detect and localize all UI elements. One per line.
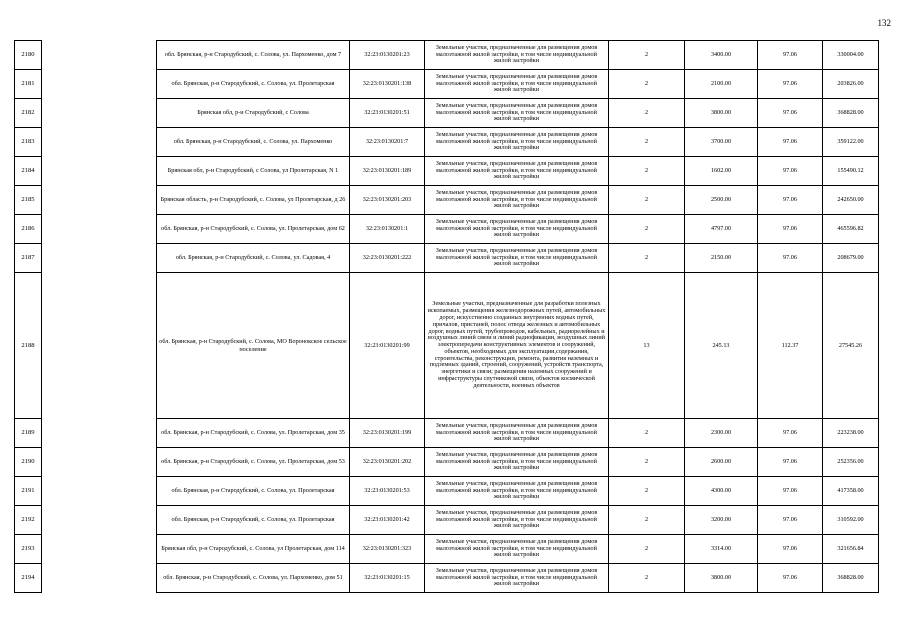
- cell-address: обл. Брянская, р-н Стародубский, с. Солова, ул. Пролетарская: [157, 70, 350, 99]
- cell-spacer: [42, 41, 157, 70]
- cell-rate: 97.06: [758, 157, 823, 186]
- cell-cadastral-value: 203826.00: [823, 70, 879, 99]
- cell-cadastral-value: 330004.00: [823, 41, 879, 70]
- cell-cadastral-number: 32:23:0130201:99: [350, 273, 425, 419]
- cell-row-number: 2186: [15, 215, 42, 244]
- cell-address: обл. Брянская, р-н Стародубский, с. Солова, ул. Пархоменко, дом 51: [157, 564, 350, 593]
- cell-row-number: 2180: [15, 41, 42, 70]
- cell-group: 2: [609, 506, 685, 535]
- cell-land-use: Земельные участки, предназначенные для размещения домов малоэтажной жилой застройки, в том числе индивидуальной жилой застройки: [425, 128, 609, 157]
- cell-row-number: 2185: [15, 186, 42, 215]
- cell-cadastral-number: 32:23:0130201:202: [350, 448, 425, 477]
- cell-area: 2500.00: [685, 186, 758, 215]
- cell-cadastral-value: 310592.00: [823, 506, 879, 535]
- cell-cadastral-value: 27545.26: [823, 273, 879, 419]
- cell-area: 3800.00: [685, 99, 758, 128]
- cell-cadastral-value: 321656.84: [823, 535, 879, 564]
- cell-group: 2: [609, 215, 685, 244]
- cell-spacer: [42, 448, 157, 477]
- cell-land-use: Земельные участки, предназначенные для размещения домов малоэтажной жилой застройки, в том числе индивидуальной жилой застройки: [425, 41, 609, 70]
- cell-group: 2: [609, 128, 685, 157]
- table-row: [15, 128, 879, 157]
- cell-address: обл. Брянская, р-н Стародубский, с. Солова, ул. Пролетарская, дом 35: [157, 419, 350, 448]
- cell-spacer: [42, 244, 157, 273]
- cell-cadastral-value: 417358.00: [823, 477, 879, 506]
- cell-address: обл. Брянская, р-н Стародубский, с. Солова, ул. Пролетарская: [157, 477, 350, 506]
- cell-group: 2: [609, 157, 685, 186]
- cell-cadastral-number: 32:23:0130201:203: [350, 186, 425, 215]
- cell-spacer: [42, 128, 157, 157]
- cell-cadastral-value: 368828.00: [823, 99, 879, 128]
- cell-area: 3700.00: [685, 128, 758, 157]
- cell-group: 2: [609, 41, 685, 70]
- cell-row-number: 2191: [15, 477, 42, 506]
- cell-spacer: [42, 564, 157, 593]
- cell-cadastral-number: 32:23:0130201:7: [350, 128, 425, 157]
- cell-land-use: Земельные участки, предназначенные для размещения домов малоэтажной жилой застройки, в том числе индивидуальной жилой застройки: [425, 448, 609, 477]
- cell-rate: 97.06: [758, 99, 823, 128]
- table-row: [15, 70, 879, 99]
- cell-rate: 97.06: [758, 70, 823, 99]
- cell-land-use: Земельные участки, предназначенные для размещения домов малоэтажной жилой застройки, в том числе индивидуальной жилой застройки: [425, 157, 609, 186]
- cell-cadastral-number: 32:23:0130201:138: [350, 70, 425, 99]
- cell-cadastral-number: 32:23:0130201:53: [350, 477, 425, 506]
- cell-area: 1602.00: [685, 157, 758, 186]
- cell-group: 2: [609, 477, 685, 506]
- cell-group: 2: [609, 419, 685, 448]
- cell-area: 4797.00: [685, 215, 758, 244]
- cell-cadastral-value: 359122.00: [823, 128, 879, 157]
- cell-address: обл. Брянская, р-н Стародубский, с. Солова, МО Воронокское сельское поселение: [157, 273, 350, 419]
- cell-spacer: [42, 273, 157, 419]
- cell-land-use: Земельные участки, предназначенные для размещения домов малоэтажной жилой застройки, в том числе индивидуальной жилой застройки: [425, 535, 609, 564]
- table-row: [15, 419, 879, 448]
- cell-cadastral-value: 208679.00: [823, 244, 879, 273]
- table-row: [15, 564, 879, 593]
- cell-row-number: 2182: [15, 99, 42, 128]
- cell-cadastral-number: 32:23:0130201:323: [350, 535, 425, 564]
- cell-rate: 97.06: [758, 215, 823, 244]
- cell-cadastral-number: 32:23:0130201:51: [350, 99, 425, 128]
- cell-row-number: 2190: [15, 448, 42, 477]
- cell-area: 2600.00: [685, 448, 758, 477]
- cell-row-number: 2184: [15, 157, 42, 186]
- cell-rate: 97.06: [758, 477, 823, 506]
- cell-rate: 97.06: [758, 564, 823, 593]
- cell-group: 2: [609, 448, 685, 477]
- table-row: [15, 506, 879, 535]
- table-row: [15, 99, 879, 128]
- cell-address: Брянская обл, р-н Стародубский, с Солова, ул Пролетарская, N 1: [157, 157, 350, 186]
- cell-cadastral-value: 368828.00: [823, 564, 879, 593]
- cell-cadastral-number: 32:23:0130201:199: [350, 419, 425, 448]
- cell-spacer: [42, 215, 157, 244]
- cell-cadastral-number: 32:23:0130201:222: [350, 244, 425, 273]
- cell-address: обл. Брянская, р-н Стародубский, с. Солова, ул. Пролетарская, дом 53: [157, 448, 350, 477]
- table-row: [15, 535, 879, 564]
- cell-spacer: [42, 506, 157, 535]
- cell-area: 3314.00: [685, 535, 758, 564]
- cell-cadastral-value: 465596.82: [823, 215, 879, 244]
- cell-rate: 97.06: [758, 419, 823, 448]
- cell-land-use: Земельные участки, предназначенные для размещения домов малоэтажной жилой застройки, в том числе индивидуальной жилой застройки: [425, 186, 609, 215]
- cell-spacer: [42, 419, 157, 448]
- cell-address: Брянская обл, р-н Стародубский, с. Солова, ул Пролетарская, дом 114: [157, 535, 350, 564]
- cell-row-number: 2187: [15, 244, 42, 273]
- cell-area: 4300.00: [685, 477, 758, 506]
- table-row: [15, 157, 879, 186]
- table-row: [15, 273, 879, 419]
- cell-rate: 97.06: [758, 41, 823, 70]
- cell-area: 2150.00: [685, 244, 758, 273]
- cell-land-use: Земельные участки, предназначенные для размещения домов малоэтажной жилой застройки, в том числе индивидуальной жилой застройки: [425, 99, 609, 128]
- cell-land-use: Земельные участки, предназначенные для размещения домов малоэтажной жилой застройки, в том числе индивидуальной жилой застройки: [425, 244, 609, 273]
- cell-row-number: 2192: [15, 506, 42, 535]
- cell-cadastral-number: 32:23:0130201:42: [350, 506, 425, 535]
- cell-spacer: [42, 477, 157, 506]
- cell-group: 2: [609, 244, 685, 273]
- cell-address: Брянская обл, р-н Стародубский, с Солова: [157, 99, 350, 128]
- cell-rate: 97.06: [758, 535, 823, 564]
- cell-address: обл. Брянская, р-н Стародубский, с. Солова, ул. Пролетарская, дом 62: [157, 215, 350, 244]
- cell-row-number: 2181: [15, 70, 42, 99]
- cell-cadastral-number: 32:23:0130201:189: [350, 157, 425, 186]
- cell-rate: 97.06: [758, 244, 823, 273]
- cell-cadastral-number: 32:23:0130201:23: [350, 41, 425, 70]
- cell-group: 2: [609, 535, 685, 564]
- cell-spacer: [42, 70, 157, 99]
- cell-address: обл. Брянская, р-н Стародубский, с. Солова, ул. Пархоменко, дом 7: [157, 41, 350, 70]
- cell-address: обл. Брянская, р-н Стародубский, с. Солова, ул. Пархоменко: [157, 128, 350, 157]
- cell-row-number: 2189: [15, 419, 42, 448]
- cell-row-number: 2194: [15, 564, 42, 593]
- table-row: [15, 186, 879, 215]
- cell-group: 2: [609, 186, 685, 215]
- cell-address: обл. Брянская, р-н Стародубский, с. Солова, ул. Пролетарская: [157, 506, 350, 535]
- cell-row-number: 2188: [15, 273, 42, 419]
- cell-row-number: 2183: [15, 128, 42, 157]
- cell-group: 2: [609, 564, 685, 593]
- cell-land-use: Земельные участки, предназначенные для размещения домов малоэтажной жилой застройки, в том числе индивидуальной жилой застройки: [425, 70, 609, 99]
- cell-land-use: Земельные участки, предназначенные для размещения домов малоэтажной жилой застройки, в том числе индивидуальной жилой застройки: [425, 506, 609, 535]
- cell-spacer: [42, 99, 157, 128]
- cell-rate: 97.06: [758, 506, 823, 535]
- cell-land-use: Земельные участки, предназначенные для разработки полезных ископаемых, размещения железнодорожных путей, автомобильных дорог, искусственно созданных внутренних водных путей, причалов, пристаней, полос отвода железных и автомобильных дорог, водных путей, трубопроводов, кабельных, радиорелейных и воздушных линий связи и линий радиофикации, воздушных линий электропередачи конструктивных элементов и сооружений, объектов, необходимых для эксплуатации,содержания, строительства, реконструкции, ремонта, развития наземных и подземных зданий, строений, сооружений, устройств транспорта, энергетики и связи; размещения наземных сооружений и инфраструктуры спутниковой связи, объектов космической деятельности, военных объектов: [425, 273, 609, 419]
- cell-cadastral-value: 242650.00: [823, 186, 879, 215]
- table-row: [15, 215, 879, 244]
- cell-cadastral-number: 32:23:0130201:15: [350, 564, 425, 593]
- cell-area: 3800.00: [685, 564, 758, 593]
- cell-area: 3400.00: [685, 41, 758, 70]
- cell-cadastral-value: 252356.00: [823, 448, 879, 477]
- cell-rate: 112.37: [758, 273, 823, 419]
- cell-cadastral-value: 223238.00: [823, 419, 879, 448]
- table-row: [15, 244, 879, 273]
- cell-area: 245.13: [685, 273, 758, 419]
- cell-area: 2300.00: [685, 419, 758, 448]
- cell-group: 2: [609, 70, 685, 99]
- cell-area: 2100.00: [685, 70, 758, 99]
- cell-row-number: 2193: [15, 535, 42, 564]
- page-number: 132: [877, 18, 891, 28]
- cadastral-value-table: [14, 40, 879, 593]
- cell-spacer: [42, 186, 157, 215]
- cell-address: обл. Брянская, р-н Стародубский, с. Солова, ул. Садовая, 4: [157, 244, 350, 273]
- cell-land-use: Земельные участки, предназначенные для размещения домов малоэтажной жилой застройки, в том числе индивидуальной жилой застройки: [425, 419, 609, 448]
- cell-land-use: Земельные участки, предназначенные для размещения домов малоэтажной жилой застройки, в том числе индивидуальной жилой застройки: [425, 477, 609, 506]
- cell-land-use: Земельные участки, предназначенные для размещения домов малоэтажной жилой застройки, в том числе индивидуальной жилой застройки: [425, 215, 609, 244]
- cell-rate: 97.06: [758, 186, 823, 215]
- table-row: [15, 448, 879, 477]
- cell-group: 2: [609, 99, 685, 128]
- cell-rate: 97.06: [758, 448, 823, 477]
- cell-cadastral-number: 32:23:0130201:1: [350, 215, 425, 244]
- cell-area: 3200.00: [685, 506, 758, 535]
- cell-group: 13: [609, 273, 685, 419]
- table-row: [15, 477, 879, 506]
- cell-address: Брянская область, р-н Стародубский, с. Солова, ул Пролетарская, д 26: [157, 186, 350, 215]
- cell-cadastral-value: 155490.12: [823, 157, 879, 186]
- cell-spacer: [42, 157, 157, 186]
- cell-rate: 97.06: [758, 128, 823, 157]
- table-row: [15, 41, 879, 70]
- cell-spacer: [42, 535, 157, 564]
- cell-land-use: Земельные участки, предназначенные для размещения домов малоэтажной жилой застройки, в том числе индивидуальной жилой застройки: [425, 564, 609, 593]
